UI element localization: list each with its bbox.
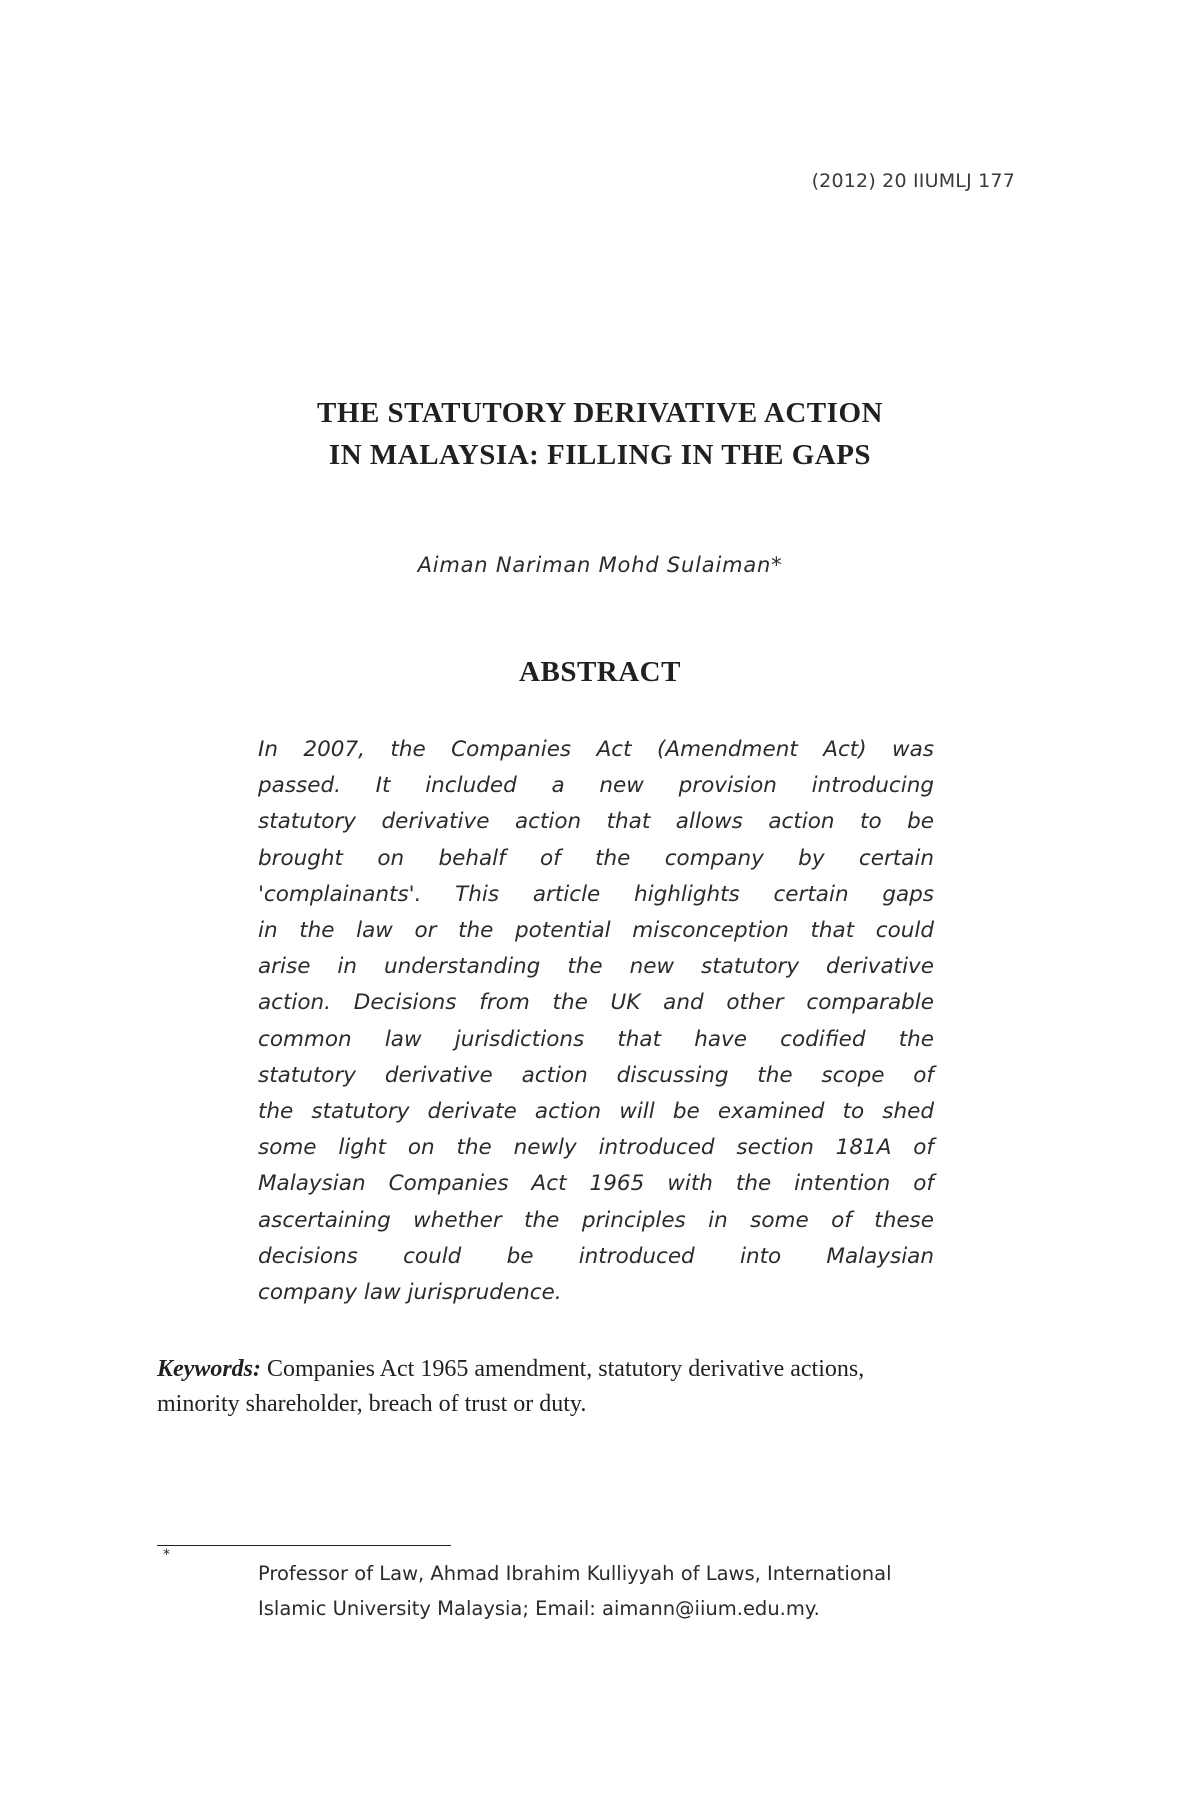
abstract-heading: ABSTRACT xyxy=(519,656,681,688)
abstract-line: common law jurisdictions that have codified the xyxy=(258,1026,934,1052)
abstract-line: company law jurisprudence. xyxy=(258,1280,562,1306)
keywords-block xyxy=(157,1352,1037,1422)
author-footnote xyxy=(258,1556,1038,1626)
footnote-marker: * xyxy=(163,1547,170,1563)
abstract-line: passed. It included a new provision introducing xyxy=(258,773,934,799)
journal-citation: (2012) 20 IIUMLJ 177 xyxy=(811,170,1015,192)
abstract-line: action. Decisions from the UK and other comparable xyxy=(258,990,934,1016)
abstract-line: 'complainants'. This article highlights certain gaps xyxy=(258,881,934,907)
keywords-line-1 xyxy=(157,1352,1037,1387)
abstract-line: brought on behalf of the company by certain xyxy=(258,845,934,871)
author-name: Aiman Nariman Mohd Sulaiman* xyxy=(417,553,783,577)
abstract-line: in the law or the potential misconception that could xyxy=(258,918,934,944)
abstract-line: some light on the newly introduced section 181A of xyxy=(258,1135,934,1161)
footnote-line-2: Islamic University Malaysia; Email: aimann@iium.edu.my. xyxy=(258,1597,820,1620)
abstract-line: decisions could be introduced into Malaysian xyxy=(258,1243,934,1269)
abstract-line: ascertaining whether the principles in some of these xyxy=(258,1207,934,1233)
abstract-line: In 2007, the Companies Act (Amendment Act) was xyxy=(258,737,934,762)
abstract-line: statutory derivative action that allows action to be xyxy=(258,809,934,835)
title-line-2: IN MALAYSIA: FILLING IN THE GAPS xyxy=(328,439,872,471)
footnote-line-1: Professor of Law, Ahmad Ibrahim Kulliyyah of Laws, International xyxy=(258,1562,892,1585)
title-line-1: THE STATUTORY DERIVATIVE ACTION xyxy=(317,397,883,429)
abstract-line: the statutory derivate action will be examined to shed xyxy=(258,1099,934,1125)
abstract-line: statutory derivative action discussing the scope of xyxy=(258,1062,934,1088)
abstract-line: arise in understanding the new statutory derivative xyxy=(258,954,934,980)
keywords-text-1: Companies Act 1965 amendment, statutory derivative actions, xyxy=(261,1356,865,1382)
abstract-body xyxy=(258,732,934,1311)
keywords-text-2: minority shareholder, breach of trust or duty. xyxy=(157,1391,587,1417)
keywords-label: Keywords: xyxy=(157,1356,261,1382)
abstract-line: Malaysian Companies Act 1965 with the intention of xyxy=(258,1171,934,1197)
footnote-divider xyxy=(157,1545,451,1546)
article-title xyxy=(0,392,1200,476)
